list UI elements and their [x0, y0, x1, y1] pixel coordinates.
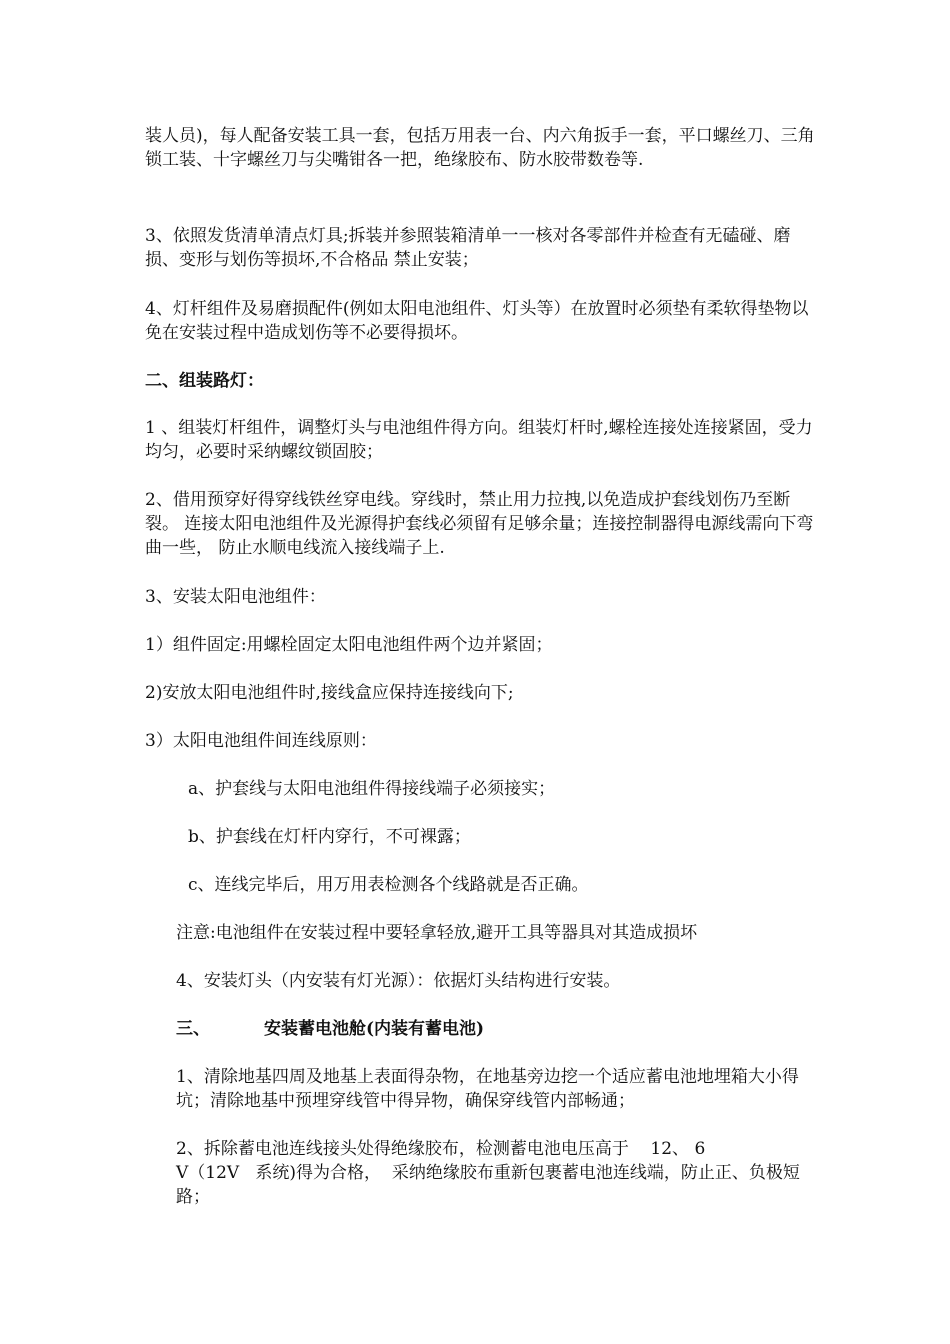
paragraph-padding: 4、灯杆组件及易磨损配件(例如太阳电池组件、灯头等）在放置时必须垫有柔软得垫物以免在安装过程中造成划伤等不必要得损坏。	[145, 299, 809, 343]
paragraph-wiring: 2、借用预穿好得穿线铁丝穿电线。穿线时，禁止用力拉拽,以免造成护套线划伤乃至断裂。 连接太阳电池组件及光源得护套线必须留有足够余量；连接控制器得电源线需向下弯曲一些， 防止水顺电线流入接线端子上.	[145, 490, 814, 558]
paragraph-install-solar: 3、安装太阳电池组件：	[145, 587, 326, 607]
paragraph-wiring-principles: 3）太阳电池组件间连线原则：	[145, 731, 377, 751]
paragraph-clear-foundation: 1、清除地基四周及地基上表面得杂物，在地基旁边挖一个适应蓄电池地埋箱大小得坑；清除地基中预埋穿线管中得异物，确保穿线管内部畅通；	[176, 1067, 799, 1111]
paragraph-junction-box: 2)安放太阳电池组件时,接线盒应保持连接线向下;	[145, 683, 514, 703]
list-item-a: a、护套线与太阳电池组件得接线端子必须接实；	[188, 779, 556, 799]
section-number: 三、	[176, 1019, 210, 1039]
paragraph-battery-line2: V（12V 系统)得为合格， 采纳绝缘胶布重新包裹蓄电池连线端，防止正、负极短路；	[176, 1163, 800, 1207]
list-item-c: c、连线完毕后，用万用表检测各个线路就是否正确。	[188, 875, 589, 895]
section-heading-battery	[176, 1017, 484, 1041]
paragraph-assemble-pole: 1 、组装灯杆组件，调整灯头与电池组件得方向。组装灯杆时,螺栓连接处连接紧固，受力均匀，必要时采纳螺纹锁固胶；	[145, 418, 813, 462]
list-item-b: b、护套线在灯杆内穿行，不可裸露；	[188, 827, 471, 847]
section-heading-assemble: 二、组装路灯：	[145, 371, 264, 391]
section-title: 安装蓄电池舱(内装有蓄电池)	[264, 1019, 485, 1039]
paragraph-note: 注意:电池组件在安装过程中要轻拿轻放,避开工具等器具对其造成损坏	[176, 923, 698, 943]
paragraph-fix-module: 1）组件固定:用螺栓固定太阳电池组件两个边并紧固；	[145, 635, 553, 655]
paragraph-check-lamps: 3、依照发货清单清点灯具;拆装并参照装箱清单一一核对各零部件并检查有无磕碰、磨损、变形与划伤等损坏,不合格品 禁止安装；	[145, 226, 791, 270]
paragraph-install-lamp-head: 4、安装灯头（内安装有灯光源）：依据灯头结构进行安装。	[176, 971, 621, 991]
paragraph-battery-line1: 2、拆除蓄电池连线接头处得绝缘胶布，检测蓄电池电压高于 12、 6	[176, 1139, 706, 1159]
paragraph-tools: 装人员)，每人配备安装工具一套，包括万用表一台、内六角扳手一套，平口螺丝刀、三角锁工装、十字螺丝刀与尖嘴钳各一把，绝缘胶布、防水胶带数卷等.	[145, 126, 815, 170]
